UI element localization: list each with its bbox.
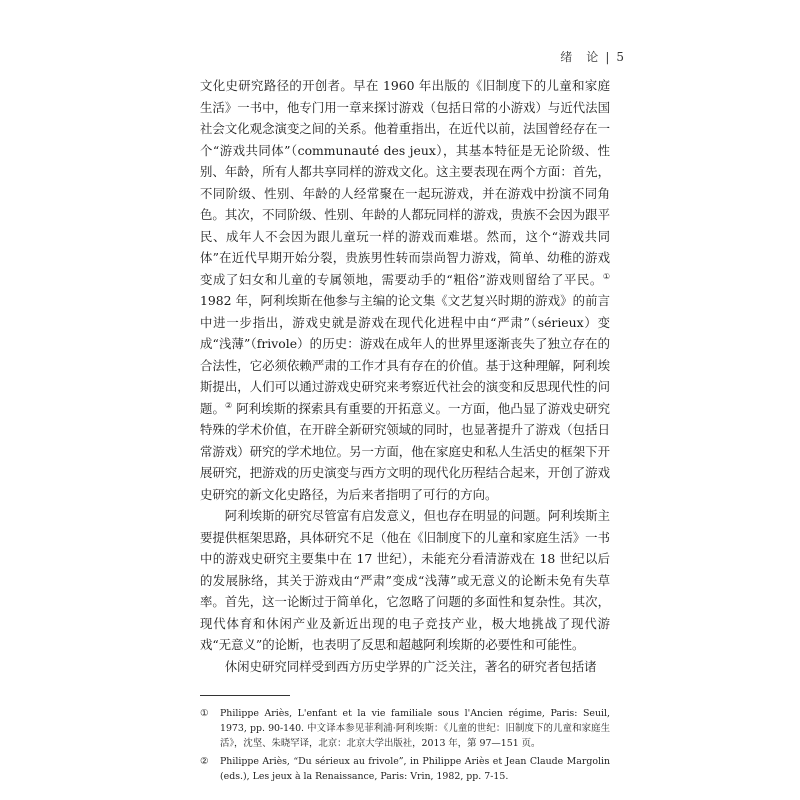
footnote-2	[200, 754, 610, 784]
paragraph-1	[200, 75, 610, 505]
running-header	[560, 48, 625, 65]
header-separator: |	[605, 50, 611, 64]
footnote-1-text: Philippe Ariès, L'enfant et la vie familiale sous l'Ancien régime, Paris: Seuil, 1973, pp. 90-140. 中文译本参见菲利浦·阿利埃斯：《儿童的世纪：旧制度下的儿童和家庭生活》，沈坚、朱晓罕译，北京：北京大学出版社，2013 年，第 97—151 页。	[220, 708, 610, 749]
page-number: 5	[616, 50, 625, 64]
footnote-1	[200, 706, 610, 751]
chapter-title: 绪 论	[560, 50, 600, 64]
paragraph-3: 休闲史研究同样受到西方历史学界的广泛关注，著名的研究者包括诸	[224, 658, 597, 674]
paragraph-2: 阿利埃斯的研究尽管富有启发意义，但也存在明显的问题。阿利埃斯主要提供框架思路，具体研究不足（他在《旧制度下的儿童和家庭生活》一书中的游戏史研究主要集中在 17 世纪），未能充分看清游戏在 18 世纪以后的发展脉络，其关于游戏由“严肃”变成“浅薄”或无意义的论断未免有失草率。首先，这一论断过于简单化，它忽略了问题的多面性和复杂性。其次，现代体育和休闲产业及新近出现的电子竞技产业，极大地挑战了现代游戏“无意义”的论断，也表明了反思和超越阿利埃斯的必要性和可能性。	[200, 508, 610, 652]
paragraph-1-text-a: 文化史研究路径的开创者。早在 1960 年出版的《旧制度下的儿童和家庭生活》一书中，他专门用一章来探讨游戏（包括日常的小游戏）与近代法国社会文化观念演变之间的关系。他着重指出，在近代以前，法国曾经存在一个“游戏共同体”（communauté des jeux），其基本特征是无论阶级、性别、年龄，所有人都共享同样的游戏文化。这主要表现在两个方面：首先，不同阶级、性别、年龄的人经常聚在一起玩游戏，并在游戏中扮演不同角色。其次，不同阶级、性别、年龄的人都玩同样的游戏，贵族不会因为跟平民、成年人不会因为跟儿童玩一样的游戏而难堪。然而，这个“游戏共同体”在近代早期开始分裂，贵族男性转而崇尚智力游戏，简单、幼稚的游戏变成了妇女和儿童的专属领地，需要动手的“粗俗”游戏则留给了平民。	[200, 78, 610, 287]
page-body	[200, 75, 610, 787]
paragraph-1-text-c: 阿利埃斯的探索具有重要的开拓意义。一方面，他凸显了游戏史研究特殊的学术价值，在开辟全新研究领域的同时，也显著提升了游戏（包括日常游戏）研究的学术地位。另一方面，他在家庭史和私人生活史的框架下开展研究，把游戏的历史演变与西方文明的现代化历程结合起来，开创了游戏史研究的新文化史路径，为后来者指明了可行的方向。	[200, 400, 611, 502]
footnote-1-mark: ①	[200, 708, 209, 719]
footnote-ref-2[interactable]: ②	[224, 400, 233, 410]
footnote-ref-1[interactable]: ①	[602, 271, 610, 281]
footnote-2-text: Philippe Ariès, “Du sérieux au frivole”, in Philippe Ariès et Jean Claude Margolin (eds.), Les jeux à la Renaissance, Paris: Vrin, 1982, pp. 7-15.	[220, 756, 610, 782]
footnote-rule	[200, 695, 290, 696]
paragraph-1-text-b: 1982 年，阿利埃斯在他参与主编的论文集《文艺复兴时期的游戏》的前言中进一步指出，游戏史就是游戏在现代化进程中由“严肃”（sérieux）变成“浅薄”（frivole）的历史：游戏在成年人的世界里逐渐丧失了独立存在的合法性，它必须依赖严肃的工作才具有存在的价值。基于这种理解，阿利埃斯提出，人们可以通过游戏史研究来考察近代社会的演变和反思现代性的问题。	[200, 293, 610, 416]
footnote-2-mark: ②	[200, 756, 209, 767]
